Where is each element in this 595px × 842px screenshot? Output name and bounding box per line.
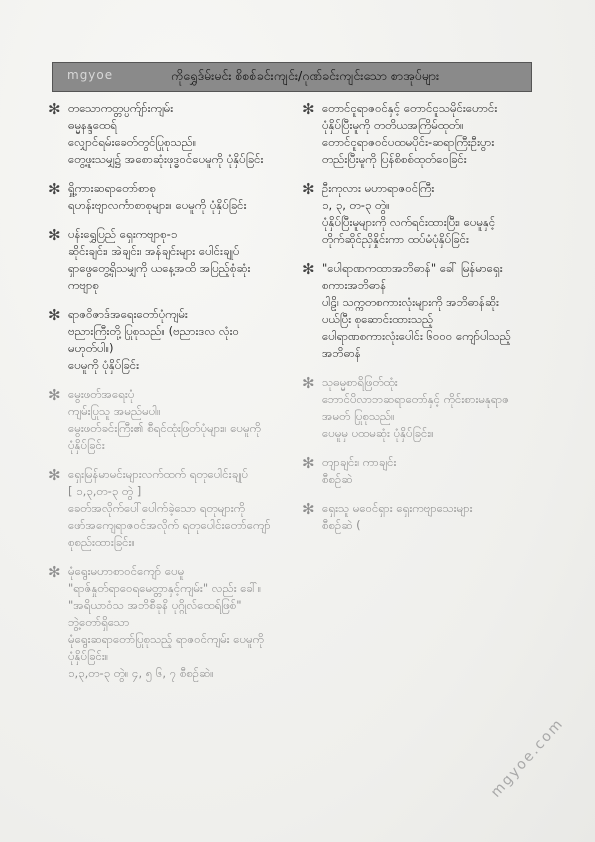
book-description-line: ပုံနှိပ်ပြီးမူကို တတိယအကြိမ်ထုတ်။ [322, 118, 464, 132]
book-description-line: ပုံနှိပ်ပြီးမူများကို လက်ရင်းထားပြီး၊ ပေမူနှင့် [322, 215, 496, 229]
asterisk-bullet-icon: ✻ [302, 454, 315, 472]
book-description-line: [ ၁,၃,တ-၃ တွဲ ] [68, 484, 142, 498]
book-description-line: မွေးဖတ်ခင်းကြီး၏ စီရင်ထုံးဖြတ်ပုံများ။ ပေမူကို [68, 421, 261, 435]
book-description-line: ၁,၃,တ-၃ တွဲ။ ၄, ၅ ၆, ၇ စီစဉ်ဆဲ။ [68, 666, 214, 680]
book-description-line: ပေါရာဏစကားလုံးပေါင်း ၆၀၀၀ ကျော်ပါသည့် [322, 329, 511, 343]
asterisk-bullet-icon: ✻ [48, 226, 61, 244]
header-watermark: mgyoe [67, 68, 114, 82]
book-description-line: ပုံနှိပ်ခြင်း [68, 438, 105, 452]
book-entry [302, 500, 552, 534]
book-entry [302, 374, 552, 442]
book-entry [48, 563, 288, 682]
book-description-line: ဘောင်ပိလာဘဆရာတော်နှင့် ကိုင်းစားမနုရာဇ [322, 392, 510, 406]
book-description-line: ဆိုင်းချင်း၊ အဲချင်း၊ အန်ချင်းများ ပေါင်းချုပ် [68, 244, 240, 258]
book-title: ဦးကုလား မဟာရာဇဝင်ကြီး [322, 181, 435, 195]
asterisk-bullet-icon: ✻ [48, 386, 61, 404]
book-entry [302, 100, 552, 168]
book-description-line: ဓမ္မနန္ဒထေရ် [68, 118, 117, 132]
left-column [48, 100, 288, 694]
asterisk-bullet-icon: ✻ [48, 306, 61, 324]
book-description-line: ကျမ်းပြုသူ အမည်မပါ။ [68, 404, 161, 418]
header-banner [52, 62, 532, 92]
book-title: ရာဇဝိဇာဒ်အရေးတော်ပုံကျမ်း [68, 307, 188, 321]
book-description-line: အဘိဓာန် [322, 346, 361, 360]
side-watermark: mgyoe.com [488, 715, 568, 801]
book-description-line: စီစဉ်ဆဲ [322, 472, 353, 486]
asterisk-bullet-icon: ✻ [302, 374, 315, 392]
book-description-line: ပယ်ပြီး စုဆောင်းထားသည့် [322, 312, 434, 326]
book-description-line: ပုံနှိပ်ခြင်း။ [68, 649, 109, 663]
asterisk-bullet-icon: ✻ [48, 466, 61, 484]
book-title: ရှေးမြန်မာမင်းများလက်ထက် ရတုပေါင်းချုပ် [68, 467, 249, 481]
book-entry [48, 466, 288, 551]
book-title: မုံရွေးမဟာစာဝင်ကျော် ပေမူ [68, 564, 185, 578]
book-description-line: တည်းပြီးမူကို ပြန်စိစစ်ထုတ်ဝေခြင်း [322, 152, 467, 166]
book-title: တျာချင်း၊ ကာချင်း [322, 455, 397, 469]
book-description-line: တွေ့ဖူးသမျှ၌ အစောဆုံးဖုဒ္ဓဝင်ပေမူကို ပုံနှိပ်ခြင်း [68, 152, 264, 166]
book-title: တသောကတ္တပ္ပက်ျာ်းကျမ်း [68, 101, 174, 115]
book-entry [302, 454, 552, 488]
asterisk-bullet-icon: ✻ [48, 563, 61, 581]
book-title: ရှိူ့ကားဆရာတော်စာစု [68, 181, 156, 195]
book-entry [302, 260, 552, 362]
book-title: တောင်ငူရာဇဝင်နှင့် တောင်ငူသမိုင်းဟောင်း [322, 101, 498, 115]
book-description-line: "အရိယာဝံသ အဘိစီခုနိ ပုဂ္ဂိုလ်ထေရ်ဖြစ်" [68, 598, 242, 612]
book-description-line: စကားအဘိဓာန် [322, 278, 387, 292]
book-description-line: စုစည်းထားခြင်း။ [68, 535, 135, 549]
book-description-line: ရဟန်းဗျာလင်္ကာစာစုများ။ ပေမူကို ပုံနှိပ်ခြင်း [68, 198, 247, 212]
book-title: ပန်းရွှေပြည် ရှေးကဗျာစု-၁ [68, 227, 178, 241]
right-column [302, 100, 552, 546]
book-description-line: တောင်ငူရာဇဝင်ပထမပိုင်း-ဆရာကြီးဦးပွား [322, 135, 495, 149]
asterisk-bullet-icon: ✻ [302, 100, 315, 118]
book-entry [48, 226, 288, 294]
book-description-line: မုံရွေးဆရာတော်ပြုစုသည့် ရာဇဝင်ကျမ်း ပေမူကို [68, 632, 264, 646]
header-title: ကိုရွှေဒ်မ်းမင်း စိစစ်ခင်းကျင်း/ဂုဏ်ခင်းကျင်းသော စာအုပ်များ [171, 68, 440, 83]
book-description-line: ပေမူကို ပုံနှိပ်ခြင်း [68, 358, 140, 372]
asterisk-bullet-icon: ✻ [302, 180, 315, 198]
asterisk-bullet-icon: ✻ [48, 100, 61, 118]
book-description-line: ၁, ၃, တ-၃ တွဲ။ [322, 198, 390, 212]
book-description-line: အမတ် ပြုစုသည်။ [322, 409, 395, 423]
asterisk-bullet-icon: ✻ [302, 260, 315, 278]
book-description-line: ဖော်အကျေရာဇဝင်အလိုက် ရတုပေါင်းတော်ကျော် [68, 518, 271, 532]
book-entry [48, 306, 288, 374]
book-description-line: ရှာဖွေတွေ့ရှိသမျှကို ယနေ့အထိ အပြည့်စုံဆုံး [68, 261, 251, 275]
book-description-line: "ရာဇ်နှုတ်ရာဝေရမေတ္တာနှင့်ကျမ်း" လည်း ခေါ်။ [68, 581, 262, 595]
book-title: သုဓမ္မစာရိဖြတ်ထုံး [322, 375, 398, 389]
asterisk-bullet-icon: ✻ [302, 500, 315, 518]
book-entry [48, 386, 288, 454]
book-title: "ပေါရာဏကထာအဘိဓာန်" ခေါ် မြန်မာရှေး [322, 261, 503, 275]
book-entry [48, 100, 288, 168]
asterisk-bullet-icon: ✻ [48, 180, 61, 198]
book-title: ရှေးသူ မဝေင်ရှား ရှေးကဗျာသေးများ [322, 501, 473, 515]
book-entry [302, 180, 552, 248]
book-title: မွေးဖတ်အရေးပုံ [68, 387, 135, 401]
book-description-line: ကဗျာစု [68, 278, 99, 292]
book-description-line: ဘွဲ့တော်ရှိသော [68, 615, 130, 629]
book-description-line: ပါဠိ၊ သက္ကတစကားလုံးများကို အဘိဓာန်ဆိုး [322, 295, 499, 309]
book-description-line: တိုက်ဆိုင်ညှိနှိုင်းကာ ထပ်မံပုံနှိပ်ခြင်း [322, 232, 469, 246]
book-description-line: ဗညားကြီးတို့ ပြုစုသည်။ (ဗညားဒလ လုံးဝ [68, 324, 240, 338]
book-description-line: လျှောင်ရမ်းခေတ်တွင်ပြုစုသည်။ [68, 135, 197, 149]
book-description-line: ခေတ်အလိုက်ပေါ်ပေါက်ခဲ့သော ရတုများကို [68, 501, 245, 515]
book-description-line: မဟုတ်ပါ။) [68, 341, 114, 355]
book-description-line: ပေမူမှ ပထမဆုံး ပုံနှိပ်ခြင်း။ [322, 426, 434, 440]
book-entry [48, 180, 288, 214]
book-description-line: စီစဉ်ဆဲ ( [322, 518, 361, 532]
